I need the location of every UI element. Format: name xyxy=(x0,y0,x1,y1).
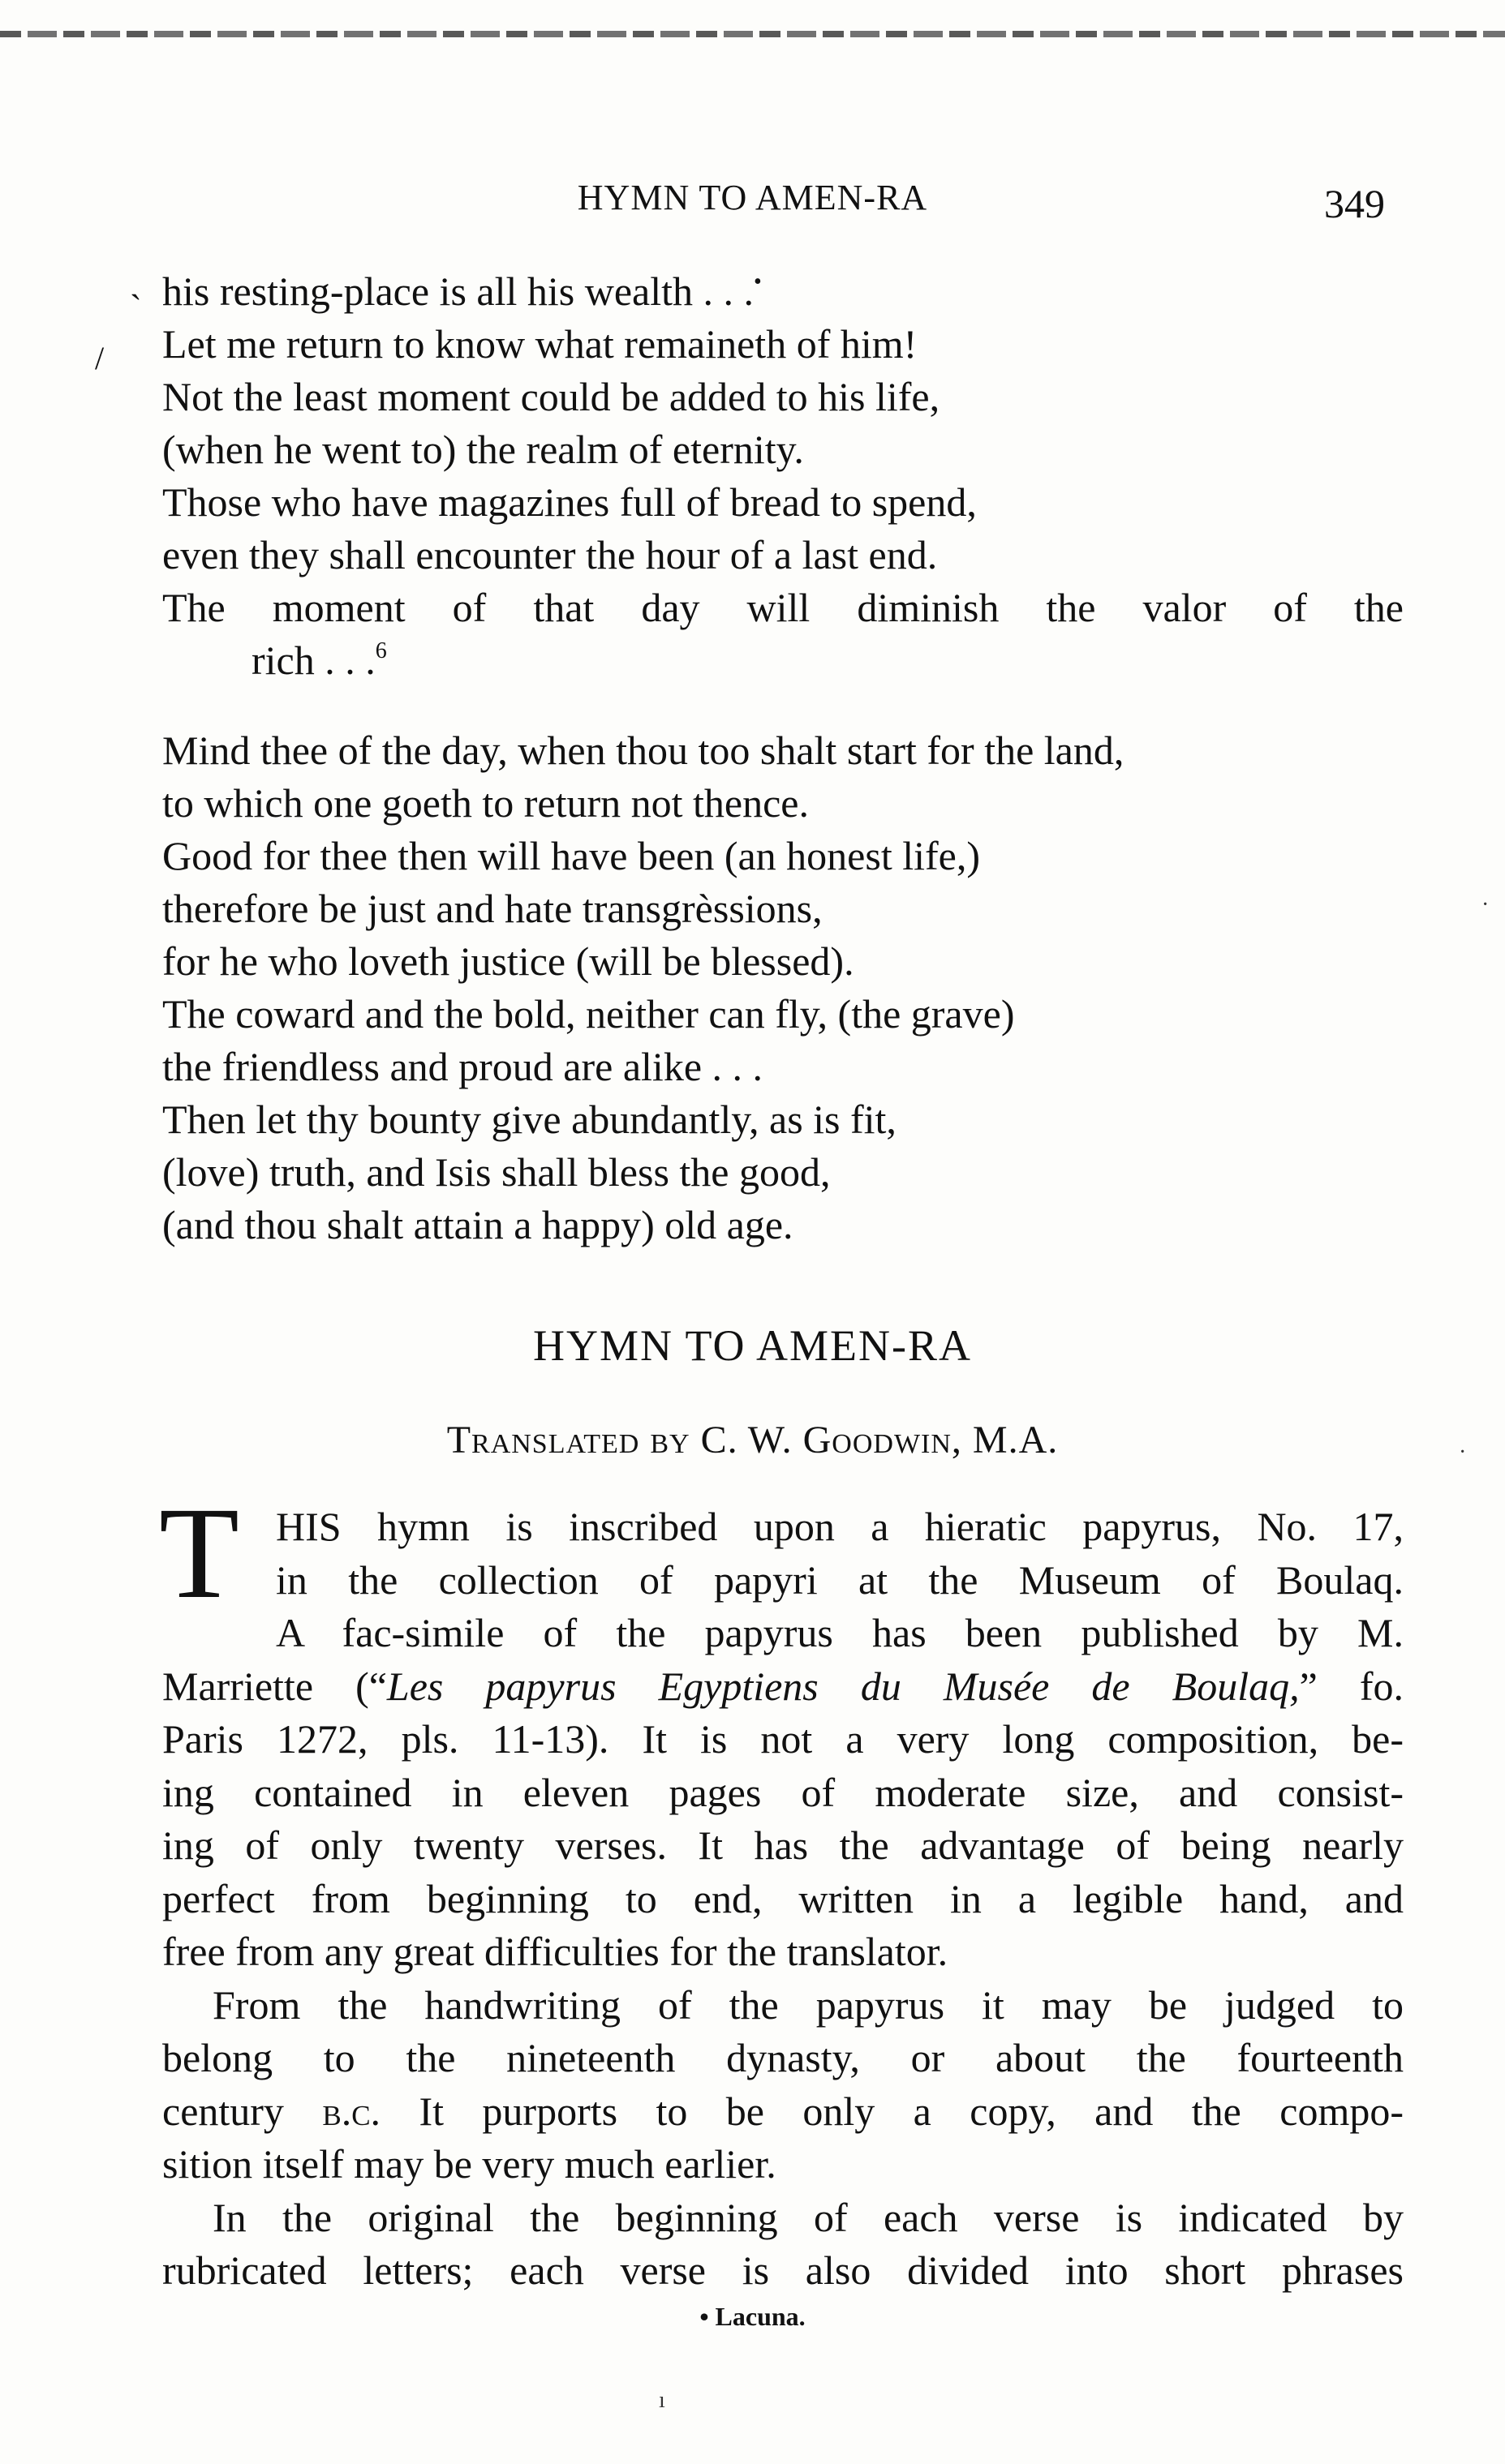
footnote-marker: • xyxy=(754,269,762,294)
footnote: • Lacuna. xyxy=(699,2302,806,2331)
verse-line: Mind thee of the day, when thou too shalt start for the land, xyxy=(162,728,1124,773)
verse-line: The moment of that day will diminish the valor of the xyxy=(162,585,1404,630)
paragraph-line: From the handwriting of the papyrus it may be judged to xyxy=(213,1981,1404,2028)
paragraph-line: A fac-simile of the papyrus has been published by M. xyxy=(276,1610,1404,1655)
scan-speck: · xyxy=(1459,1440,1467,1465)
paragraph-line: century b.c. It purports to be only a copy, and the compo- xyxy=(162,2088,1404,2134)
section-title: HYMN TO AMEN-RA xyxy=(532,1321,973,1370)
paragraph-line: perfect from beginning to end, written in a legible hand, and xyxy=(162,1875,1404,1921)
intro-text xyxy=(162,1500,1404,2298)
verse-line: to which one goeth to return not thence. xyxy=(162,780,809,826)
paragraph-line: In the original the beginning of each verse is indicated by xyxy=(213,2194,1404,2240)
verse-line: rich . . .$^6$ xyxy=(252,637,387,683)
page-number: 349 xyxy=(1324,181,1385,226)
margin-mark: / xyxy=(95,340,105,376)
verse-line: for he who loveth justice (will be blessed). xyxy=(162,938,854,984)
verse-line: Then let thy bounty give abundantly, as is fit, xyxy=(162,1097,897,1142)
paragraph-line: ing of only twenty verses. It has the advantage of being nearly xyxy=(162,1822,1404,1868)
verse-block-1 xyxy=(162,265,1404,687)
verse-block-2 xyxy=(162,724,1404,1251)
footnote-marker: 6 xyxy=(375,638,387,663)
verse-line: Those who have magazines full of bread to spend, xyxy=(162,479,977,525)
scan-speck: · xyxy=(1481,892,1490,917)
verse-line: his resting-place is all his wealth . . .• xyxy=(162,268,762,314)
verse-line: Good for thee then will have been (an honest life,) xyxy=(162,833,980,878)
translator-byline: Translated by C. W. Goodwin, M.A. xyxy=(446,1419,1059,1462)
paragraph-line: Marriette (“Les papyrus Egyptiens du Musée de Boulaq,” fo. xyxy=(162,1663,1404,1709)
verse-line: The coward and the bold, neither can fly, (the grave) xyxy=(162,991,1015,1037)
verse-line: Let me return to know what remaineth of him! xyxy=(162,321,918,367)
paragraph-line: in the collection of papyri at the Museum of Boulaq. xyxy=(276,1556,1404,1603)
scan-edge xyxy=(0,31,1505,37)
cited-title: Les papyrus Egyptiens du Musée de Boulaq, xyxy=(386,1663,1300,1709)
verse-line: (love) truth, and Isis shall bless the good, xyxy=(162,1149,831,1195)
running-head: HYMN TO AMEN-RA xyxy=(577,178,928,217)
paragraph-line: HIS hymn is inscribed upon a hieratic papyrus, No. 17, xyxy=(276,1504,1404,1549)
verse-line: the friendless and proud are alike . . . xyxy=(162,1044,763,1089)
scan-speck: ı xyxy=(659,2388,665,2413)
verse-line: therefore be just and hate transgrèssions, xyxy=(162,886,823,931)
paragraph-line: rubricated letters; each verse is also divided into short phrases xyxy=(162,2247,1404,2293)
paragraph-line: ing contained in eleven pages of moderate size, and consist- xyxy=(162,1769,1404,1815)
verse-line: (and thou shalt attain a happy) old age. xyxy=(162,1202,793,1247)
verse-line: even they shall encounter the hour of a last end. xyxy=(162,532,938,577)
paragraph-line: Paris 1272, pls. 11-13). It is not a very long composition, be- xyxy=(162,1716,1404,1762)
margin-mark: ˎ xyxy=(130,260,142,300)
verse-line: (when he went to) the realm of eternity. xyxy=(162,427,804,472)
paragraph-line: belong to the nineteenth dynasty, or about the fourteenth xyxy=(162,2035,1404,2080)
paragraph-line: free from any great difficulties for the translator. xyxy=(162,1929,948,1974)
verse-line: Not the least moment could be added to his life, xyxy=(162,374,940,419)
paragraph-line: sition itself may be very much earlier. xyxy=(162,2141,776,2187)
drop-cap: T xyxy=(159,1481,239,1626)
